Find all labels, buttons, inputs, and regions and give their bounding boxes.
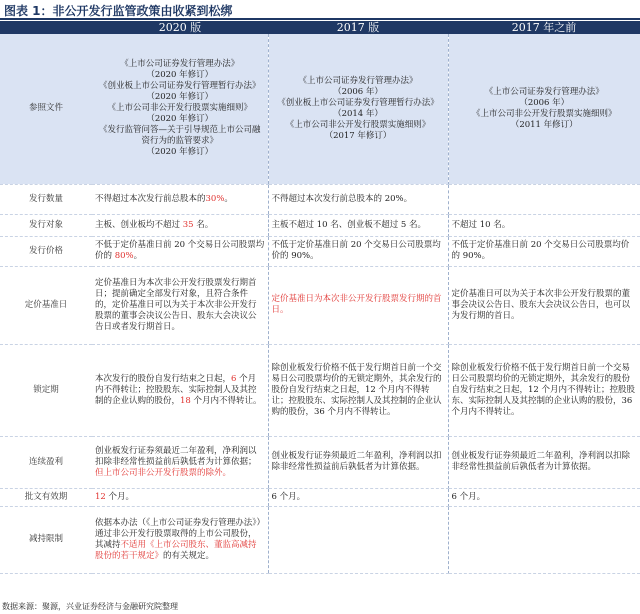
figure-title: 图表 1：非公开发行监管政策由收紧到松绑 xyxy=(4,4,233,18)
header-row xyxy=(0,21,640,34)
ref-old-line: 《上市公司非公开发行股票实施细则》 xyxy=(471,108,617,119)
reduce-2020 xyxy=(92,506,268,573)
reduce-2017 xyxy=(268,506,448,573)
row-qty xyxy=(0,184,640,214)
qty-pre-2017 xyxy=(448,184,640,214)
target-2017: 主板不超过 10 名、创业板不超过 5 名。 xyxy=(268,214,448,236)
base-pre-2017: 定价基准日可以为关于本次非公开发行股票的董事会决议公告日、股东大会决议公告日，也可以为发行期的首日。 xyxy=(448,266,640,344)
target-2020 xyxy=(92,214,268,236)
profit-2017: 创业板发行证券须最近二年盈利，净利润以扣除非经常性损益前后孰低者为计算依据。 xyxy=(268,436,448,488)
ref-2017-line: （2017 年修订） xyxy=(324,130,392,141)
ref-2020-line: （2020 年修订） xyxy=(146,70,214,81)
valid-2020-text-end: 个月。 xyxy=(105,491,135,502)
base-2020: 定价基准日为本次非公开发行股票发行期首日；提前确定全部发行对象，且符合条件的，定价基准日可以为关于本次非公开发行股票的董事会决议公告日、股东大会决议公告日或者发行期首日。 xyxy=(92,266,268,344)
price-2020 xyxy=(92,236,268,266)
target-pre-2017: 不超过 10 名。 xyxy=(448,214,640,236)
valid-pre-2017: 6 个月。 xyxy=(448,488,640,506)
price-2017: 不低于定价基准日前 20 个交易日公司股票均价的 90%。 xyxy=(268,236,448,266)
ref-2017-line: 《上市公司证券发行管理办法》 xyxy=(298,75,418,86)
profit-2020-text: 创业板发行证券须最近二年盈利，净利润以扣除非经常性损益前后孰低者为计算依据； xyxy=(95,445,257,467)
base-2017: 定价基准日为本次非公开发行股票发行期的首日。 xyxy=(268,266,448,344)
row-profit xyxy=(0,436,640,488)
valid-2017: 6 个月。 xyxy=(268,488,448,506)
target-2020-text: 主板、创业板均不超过 xyxy=(95,219,183,230)
ref-2017 xyxy=(268,34,448,184)
header-2017: 2017 版 xyxy=(268,21,448,34)
ref-2017-line: 《上市公司非公开发行股票实施细则》 xyxy=(285,119,431,130)
lock-2020-highlight-2: 18 xyxy=(180,395,191,406)
lock-2020-text: 本次发行的股份自发行结束之日起， xyxy=(95,373,232,384)
ref-2020-line: 《发行监管问答—关于引导规范上市公司融资行为的监管要求》 xyxy=(98,125,261,147)
ref-old-line: （2006 年） xyxy=(519,97,570,108)
ref-2020-line: 《创业板上市公司证券发行管理暂行办法》（2020 年修订） xyxy=(98,81,261,103)
ref-2020-line: （2020 年修订） xyxy=(146,147,214,158)
profit-2020-highlight: 但上市公司非公开发行股票的除外。 xyxy=(95,467,232,478)
reduce-2020-highlight: 不适用《上市公司股东、董监高减持股份的若干规定》 xyxy=(95,539,257,561)
price-pre-2017: 不低于定价基准日前 20 个交易日公司股票均价的 90%。 xyxy=(448,236,640,266)
ref-2020 xyxy=(92,34,268,184)
row-label-ref: 参照文件 xyxy=(0,34,92,184)
reduce-2020-text: 依据本办法（《上市公司证券发行管理办法》）通过非公开发行股票取得的上市公司股份，其减持 xyxy=(95,517,261,550)
ref-2017-line: （2006 年） xyxy=(333,86,383,97)
row-label-lock: 锁定期 xyxy=(0,344,92,436)
lock-2020-text-mid: 个月内不得转让；控股股东、实际控制人及其控制的企业认购的股份， xyxy=(95,373,257,406)
valid-2020 xyxy=(92,488,268,506)
ref-old-line: （2011 年修订） xyxy=(510,119,578,130)
row-reduce xyxy=(0,506,640,573)
row-label-reduce: 减持限制 xyxy=(0,506,92,573)
lock-2017: 除创业板发行价格不低于发行期首日前一个交易日公司股票均价的无锁定期外，其余发行的股份自发行结束之日起，12 个月内不得转让；控股股东、实际控制人及其控制的企业认购的股份，36 个月内不得转让。 xyxy=(268,344,448,436)
lock-2020 xyxy=(92,344,268,436)
target-2020-highlight: 35 xyxy=(182,219,194,230)
row-label-valid: 批文有效期 xyxy=(0,488,92,506)
row-label-price: 发行价格 xyxy=(0,236,92,266)
reduce-pre-2017 xyxy=(448,506,640,573)
profit-pre-2017: 创业板发行证券须最近二年盈利，净利润以扣除非经常性损益前后孰低者为计算依据。 xyxy=(448,436,640,488)
reduce-2020-text-end: 的有关规定。 xyxy=(163,550,215,561)
row-valid xyxy=(0,488,640,506)
valid-2020-highlight: 12 xyxy=(95,491,106,502)
qty-2020-highlight: 30% xyxy=(205,193,225,204)
row-price xyxy=(0,236,640,266)
policy-comparison-table xyxy=(0,21,640,574)
ref-2020-line: 《上市公司证券发行管理办法》 xyxy=(120,59,240,70)
row-base xyxy=(0,266,640,344)
qty-2020-text-end: 。 xyxy=(224,193,233,204)
ref-2020-line: 《上市公司非公开发行股票实施细则》 xyxy=(107,103,252,114)
ref-pre-2017 xyxy=(448,34,640,184)
header-2020: 2020 版 xyxy=(92,21,268,34)
price-2020-text-end: 。 xyxy=(133,251,143,261)
row-label-profit: 连续盈利 xyxy=(0,436,92,488)
ref-2020-line: （2020 年修订） xyxy=(146,114,214,125)
qty-2020-text: 不得超过本次发行前总股本的 xyxy=(95,193,206,204)
ref-2017-line: 《创业板上市公司证券发行管理暂行办法》（2014 年） xyxy=(277,97,439,119)
ref-old-line: 《上市公司证券发行管理办法》 xyxy=(484,86,604,97)
profit-2020 xyxy=(92,436,268,488)
row-target xyxy=(0,214,640,236)
row-label-qty: 发行数量 xyxy=(0,184,92,214)
row-ref xyxy=(0,34,640,184)
target-2020-text-end: 名。 xyxy=(193,219,214,230)
header-pre-2017: 2017 年之前 xyxy=(448,21,640,34)
qty-2020 xyxy=(92,184,268,214)
source-footnote: 数据来源：聚源，兴业证券经济与金融研究院整理 xyxy=(2,602,178,611)
row-lock xyxy=(0,344,640,436)
lock-2020-highlight-1: 6 xyxy=(231,373,237,384)
header-empty xyxy=(0,21,92,34)
row-label-target: 发行对象 xyxy=(0,214,92,236)
lock-2020-text-end: 个月内不得转让。 xyxy=(190,395,262,406)
price-2020-text: 不低于定价基准日前 20 个交易日公司股票均价的 xyxy=(95,240,265,261)
lock-pre-2017: 除创业板发行价格不低于发行期首日前一个交易日公司股票均价的无锁定期外，其余发行的股份自发行结束之日起，12 个月内不得转让；控股股东、实际控制人及其控制的企业认购的股份，36 个月内不得转让。 xyxy=(448,344,640,436)
row-label-base: 定价基准日 xyxy=(0,266,92,344)
qty-2017: 不得超过本次发行前总股本的 20%。 xyxy=(268,184,448,214)
price-2020-highlight: 80% xyxy=(114,251,134,261)
title-rule xyxy=(0,18,640,20)
